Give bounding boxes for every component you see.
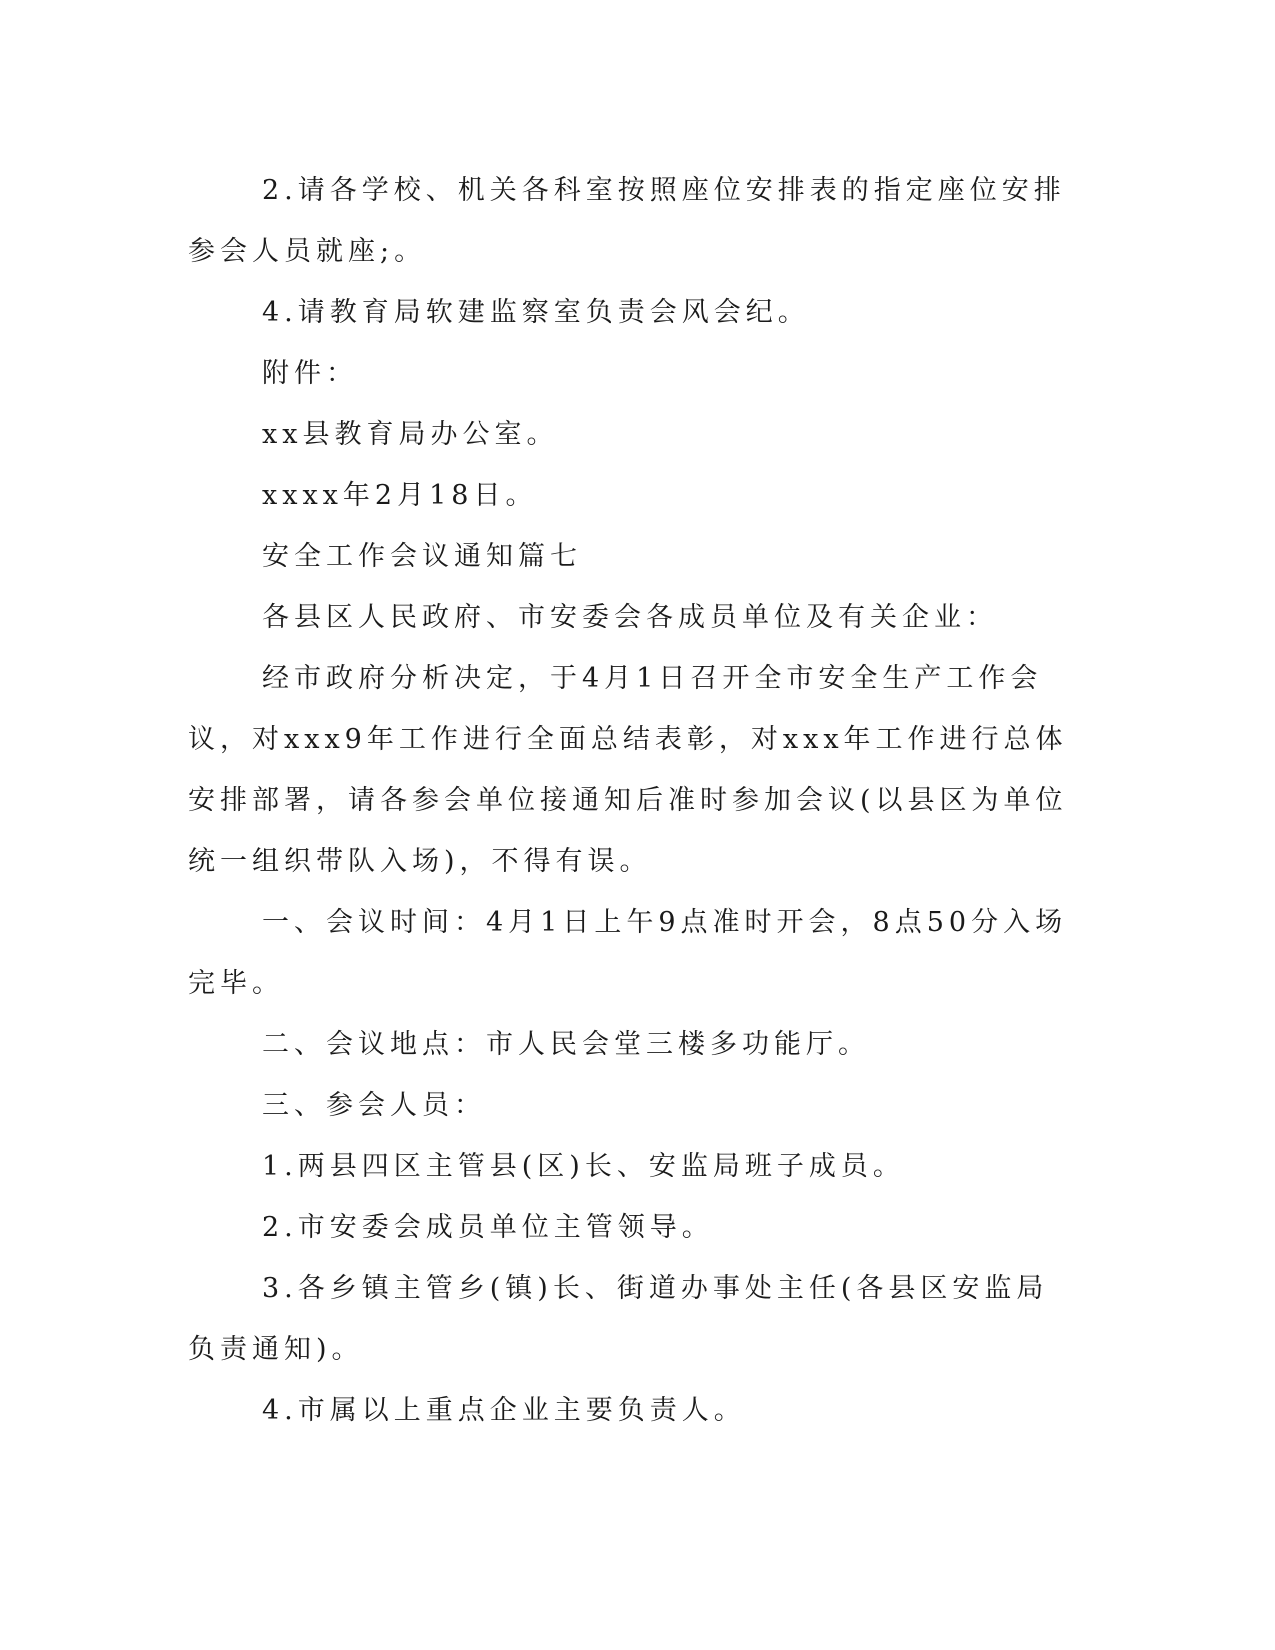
paragraph-attendees-item-2: 2.市安委会成员单位主管领导。 [262, 1212, 714, 1243]
paragraph-attendees-item-1: 1.两县四区主管县(区)长、安监局班子成员。 [262, 1151, 905, 1182]
paragraph-meeting-location: 二、会议地点：市人民会堂三楼多功能厅。 [262, 1029, 870, 1060]
paragraph-meeting-discipline: 4.请教育局软建监察室负责会风会纪。 [262, 297, 810, 328]
paragraph-seating-arrangement: 2.请各学校、机关各科室按照座位安排表的指定座位安排参会人员就座;。 [188, 175, 1066, 267]
document-body [188, 160, 1088, 1441]
paragraph-attendees-item-3: 3.各乡镇主管乡(镇)长、街道办事处主任(各县区安监局负责通知)。 [188, 1273, 1049, 1365]
paragraph-attendees-label: 三、参会人员： [262, 1090, 486, 1121]
paragraph-addressees: 各县区人民政府、市安委会各成员单位及有关企业： [262, 602, 998, 633]
paragraph-attachment-label: 附件： [262, 358, 358, 389]
paragraph-attendees-item-4: 4.市属以上重点企业主要负责人。 [262, 1395, 746, 1426]
paragraph-issue-date: xxxx年2月18日。 [262, 480, 538, 511]
paragraph-meeting-time: 一、会议时间：4月1日上午9点准时开会，8点50分入场完毕。 [188, 907, 1068, 999]
section-heading: 安全工作会议通知篇七 [262, 541, 582, 572]
paragraph-meeting-decision: 经市政府分析决定，于4月1日召开全市安全生产工作会议，对xxx9年工作进行全面总结表彰，对xxx年工作进行总体安排部署，请各参会单位接通知后准时参加会议(以县区为单位统一组织带队入场)，不得有误。 [188, 663, 1068, 877]
paragraph-issuing-office: xx县教育局办公室。 [262, 419, 559, 450]
